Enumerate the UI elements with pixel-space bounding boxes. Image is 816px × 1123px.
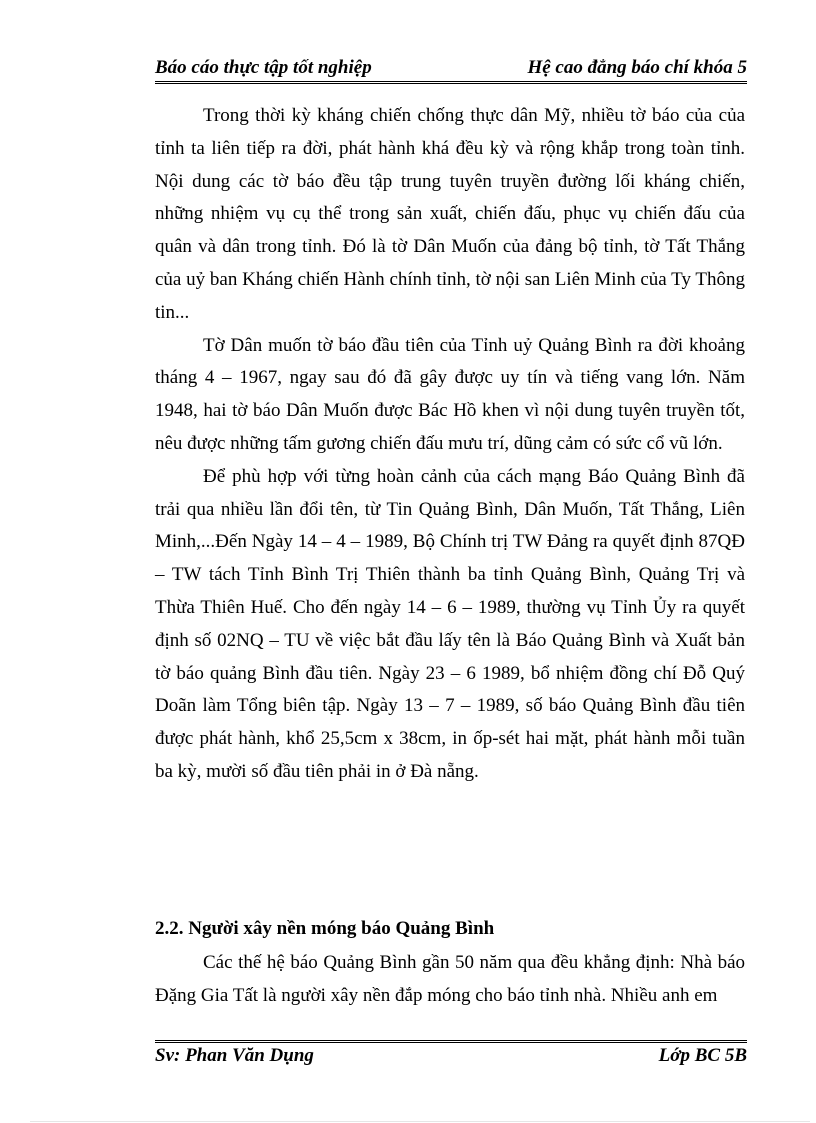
header-report-title: Báo cáo thực tập tốt nghiệp <box>155 57 372 78</box>
paragraph-2: Tờ Dân muốn tờ báo đầu tiên của Tỉnh uỷ Quảng Bình ra đời khoảng tháng 4 – 1967, ngay sau đó đã gây được uy tín và tiếng vang lớn. Năm 1948, hai tờ báo Dân Muốn được Bác Hồ khen vì nội dung tuyên truyền tốt, nêu được những tấm gương chiến đấu mưu trí, dũng cảm có sức cổ vũ lớn. <box>155 334 745 454</box>
footer-student-name: Sv: Phan Văn Dụng <box>155 1045 314 1066</box>
paragraph-1: Trong thời kỳ kháng chiến chống thực dân Mỹ, nhiều tờ báo của của tỉnh ta liên tiếp ra đời, phát hành khá đều kỳ và rộng khắp trong toàn tỉnh. Nội dung các tờ báo đều tập trung tuyên truyền đường lối kháng chiến, những nhiệm vụ cụ thể trong sản xuất, chiến đấu, phục vụ chiến đấu của quân và dân trong tỉnh. Đó là tờ Dân Muốn của đảng bộ tỉnh, tờ Tất Thắng của uỷ ban Kháng chiến Hành chính tỉnh, tờ nội san Liên Minh của Ty Thông tin... <box>155 105 745 323</box>
page-header <box>155 53 747 79</box>
page-bottom-edge <box>30 1121 810 1122</box>
page-footer <box>155 1045 747 1067</box>
footer-divider <box>155 1040 747 1043</box>
footer-class: Lớp BC 5B <box>658 1045 747 1066</box>
header-divider <box>155 81 747 84</box>
section-paragraph: Các thế hệ báo Quảng Bình gần 50 năm qua đều khẳng định: Nhà báo Đặng Gia Tất là người xây nền đắp móng cho báo tỉnh nhà. Nhiều anh em <box>155 952 745 1006</box>
section-body <box>155 947 745 1013</box>
paragraph-3: Để phù hợp với từng hoàn cảnh của cách mạng Báo Quảng Bình đã trải qua nhiều lần đổi tên, từ Tin Quảng Bình, Dân Muốn, Tất Thắng, Liên Minh,...Đến Ngày 14 – 4 – 1989, Bộ Chính trị TW Đảng ra quyết định 87QĐ – TW tách Tỉnh Bình Trị Thiên thành ba tỉnh Quảng Bình, Quảng Trị và Thừa Thiên Huế. Cho đến ngày 14 – 6 – 1989, thường vụ Tỉnh Ủy ra quyết định số 02NQ – TU về việc bắt đầu lấy tên là Báo Quảng Bình và Xuất bản tờ báo quảng Bình đầu tiên. Ngày 23 – 6 1989, bổ nhiệm đồng chí Đỗ Quý Doãn làm Tổng biên tập. Ngày 13 – 7 – 1989, số báo Quảng Bình đầu tiên được phát hành, khổ 25,5cm x 38cm, in ốp-sét hai mặt, phát hành mỗi tuần ba kỳ, mười số đầu tiên phải in ở Đà nẵng. <box>155 465 745 782</box>
body-text <box>155 100 745 789</box>
header-program-title: Hệ cao đẳng báo chí khóa 5 <box>527 57 747 78</box>
section-heading: 2.2. Người xây nền móng báo Quảng Bình <box>155 918 495 939</box>
